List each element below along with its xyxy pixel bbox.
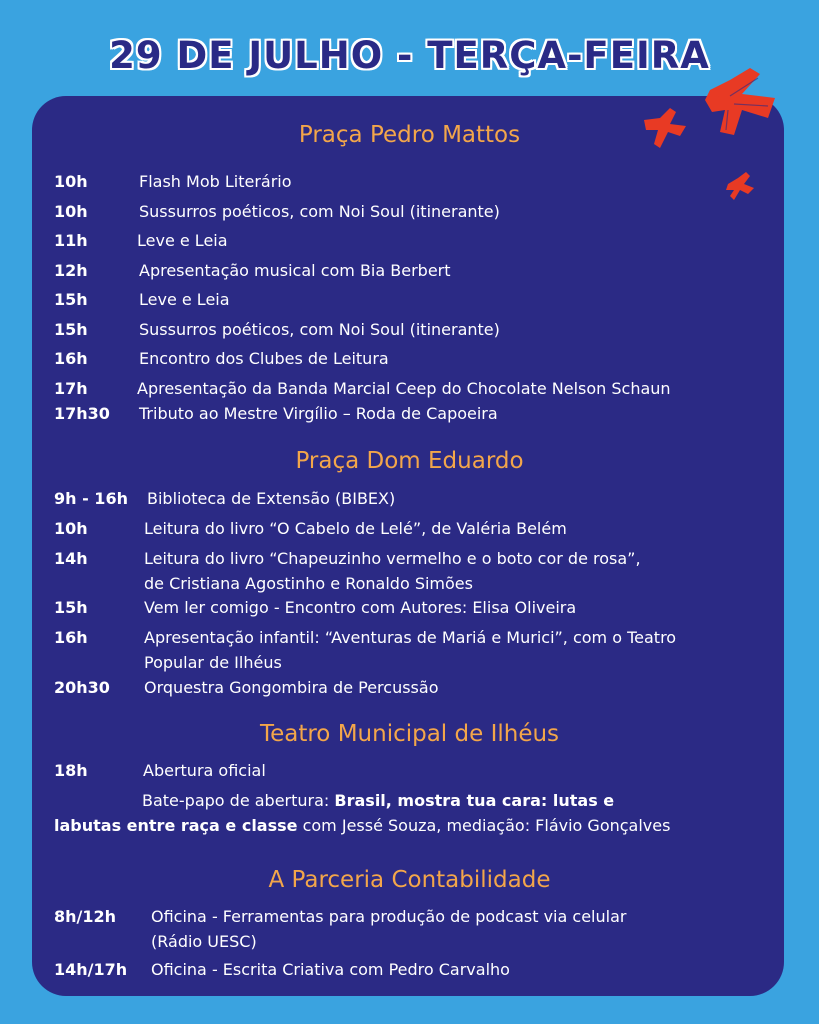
event-desc: Apresentação da Banda Marcial Ceep do Chocolate Nelson Schaun xyxy=(137,379,671,398)
event-desc: Abertura oficial xyxy=(143,761,266,780)
talk-title: Brasil, mostra tua cara: lutas e xyxy=(334,791,615,810)
event-time: 9h - 16h xyxy=(54,489,128,508)
event-time: 16h xyxy=(54,349,88,368)
event-desc: Sussurros poéticos, com Noi Soul (itinerante) xyxy=(139,202,500,221)
event-time: 8h/12h xyxy=(54,907,117,926)
event-time: 14h xyxy=(54,549,88,568)
event-desc-cont: (Rádio UESC) xyxy=(151,932,257,951)
talk-prefix: Bate-papo de abertura: xyxy=(142,791,335,810)
event-desc: Sussurros poéticos, com Noi Soul (itinerante) xyxy=(139,320,500,339)
event-time: 16h xyxy=(54,628,88,647)
event-time: 18h xyxy=(54,761,88,780)
event-desc: Apresentação infantil: “Aventuras de Mariá e Murici”, com o Teatro xyxy=(144,628,677,647)
event-desc: Orquestra Gongombira de Percussão xyxy=(144,678,439,697)
event-desc: Oficina - Ferramentas para produção de podcast via celular xyxy=(151,907,627,926)
page-title: 29 DE JULHO - TERÇA-FEIRA xyxy=(109,34,710,77)
event-time: 10h xyxy=(54,172,88,191)
section-title: Teatro Municipal de Ilhéus xyxy=(259,721,560,747)
event-time: 10h xyxy=(54,202,88,221)
event-desc: Leitura do livro “Chapeuzinho vermelho e o boto cor de rosa”, xyxy=(144,549,641,568)
talk-line-1 xyxy=(142,788,614,813)
event-desc: Flash Mob Literário xyxy=(139,172,292,191)
section-title: Praça Pedro Mattos xyxy=(298,122,521,148)
event-time: 17h30 xyxy=(54,404,110,423)
event-desc: Leve e Leia xyxy=(139,290,230,309)
event-desc: Vem ler comigo - Encontro com Autores: Elisa Oliveira xyxy=(144,598,577,617)
event-time: 12h xyxy=(54,261,88,280)
event-desc: Tributo ao Mestre Virgílio – Roda de Capoeira xyxy=(139,404,498,423)
event-desc: Leve e Leia xyxy=(137,231,228,250)
event-time: 15h xyxy=(54,320,88,339)
event-desc: Leitura do livro “O Cabelo de Lelé”, de Valéria Belém xyxy=(144,519,567,538)
event-desc: Apresentação musical com Bia Berbert xyxy=(139,261,451,280)
talk-suffix: com Jessé Souza, mediação: Flávio Gonçalves xyxy=(297,816,671,835)
event-desc: Encontro dos Clubes de Leitura xyxy=(139,349,389,368)
section-title: A Parceria Contabilidade xyxy=(268,867,551,893)
event-time: 14h/17h xyxy=(54,960,128,979)
event-desc: Biblioteca de Extensão (BIBEX) xyxy=(147,489,396,508)
talk-line-2 xyxy=(54,813,670,838)
event-time: 15h xyxy=(54,598,88,617)
event-time: 10h xyxy=(54,519,88,538)
event-time: 15h xyxy=(54,290,88,309)
event-desc: Oficina - Escrita Criativa com Pedro Carvalho xyxy=(151,960,510,979)
event-time: 11h xyxy=(54,231,88,250)
event-desc-cont: Popular de Ilhéus xyxy=(144,653,282,672)
talk-title-cont: labutas entre raça e classe xyxy=(54,816,298,835)
event-time: 20h30 xyxy=(54,678,110,697)
section-title: Praça Dom Eduardo xyxy=(295,448,524,474)
event-time: 17h xyxy=(54,379,88,398)
event-desc-cont: de Cristiana Agostinho e Ronaldo Simões xyxy=(144,574,473,593)
